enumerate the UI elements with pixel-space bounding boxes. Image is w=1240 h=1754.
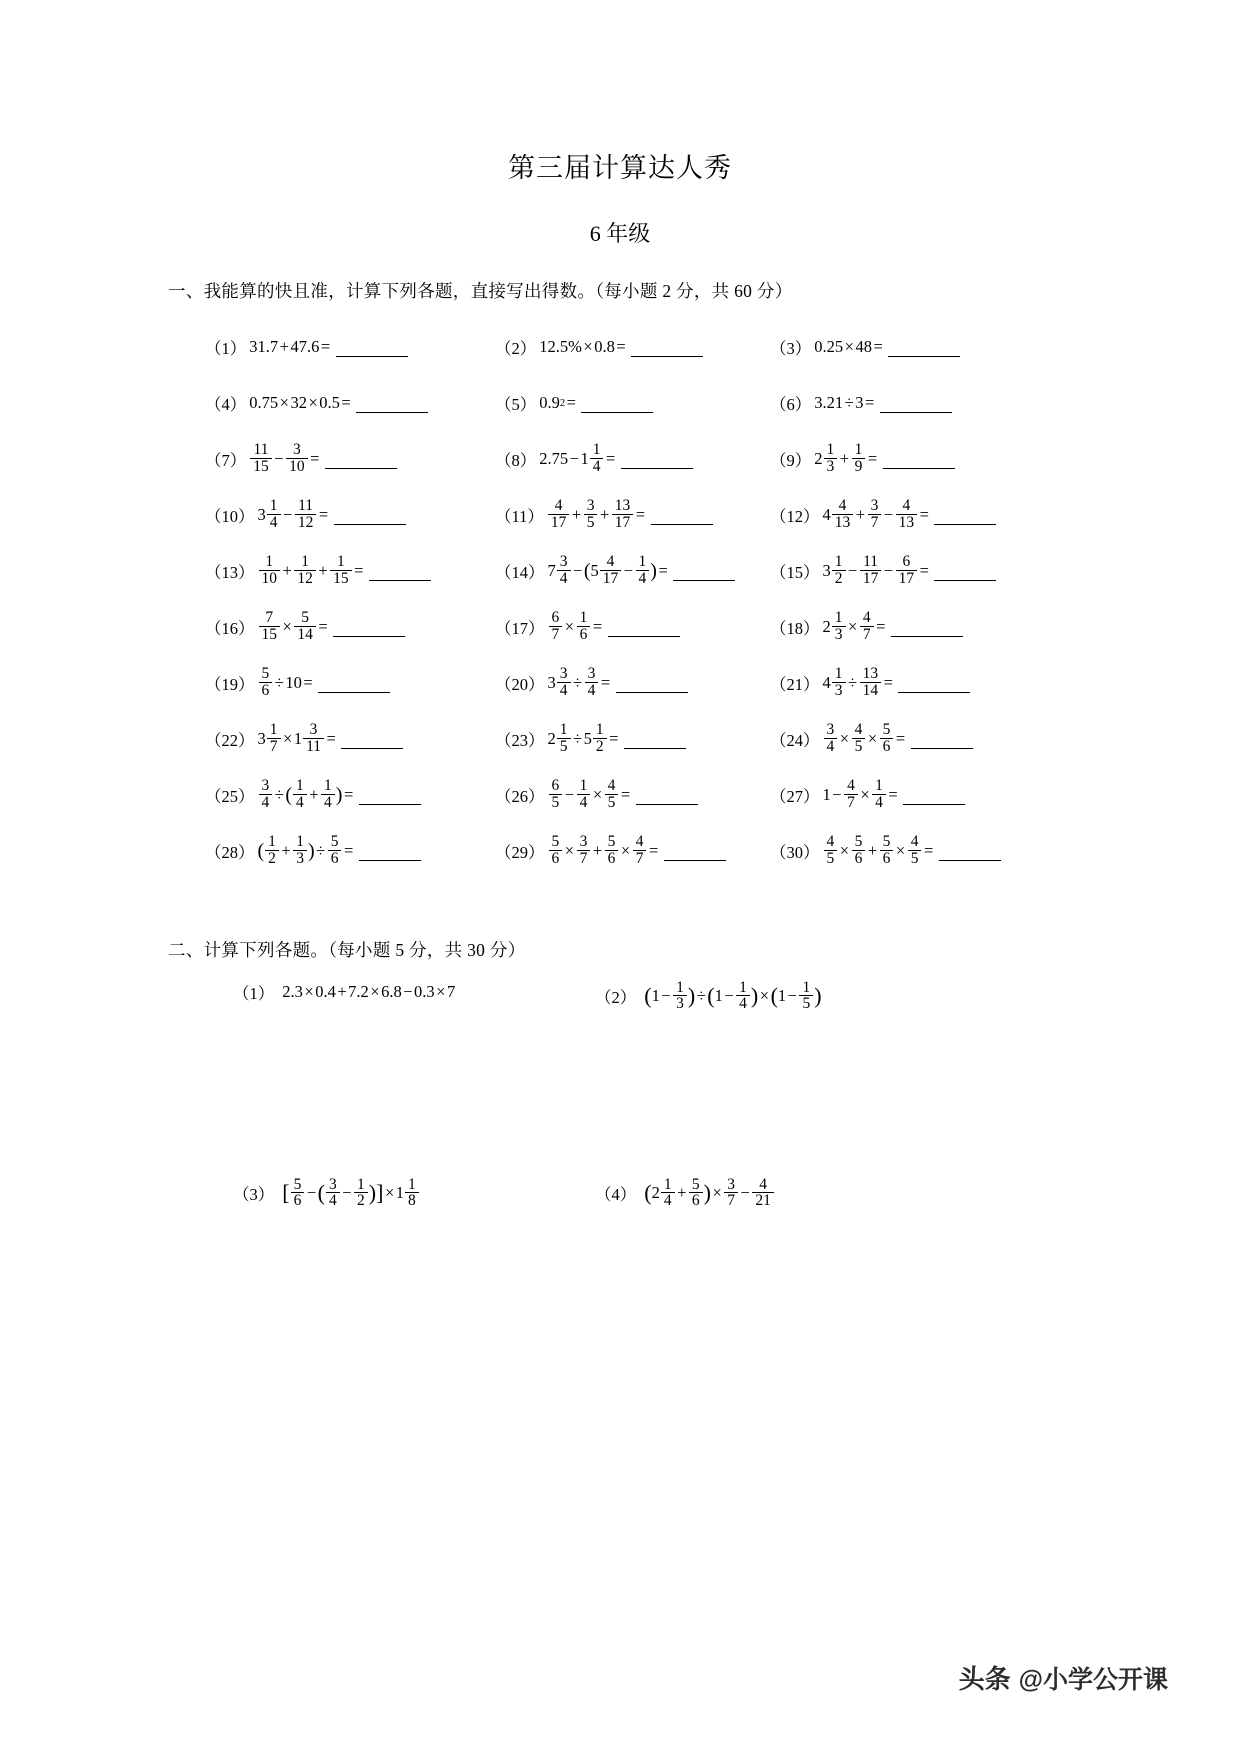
- problem-number: （3）: [233, 1185, 275, 1205]
- answer-blank[interactable]: [883, 468, 955, 469]
- problem-expression: ( $\frac{1}{2}$ + $\frac{1}{3}$ ) ÷ $\frac{5}{6}$ =: [258, 835, 421, 868]
- fraction: $\frac{1}{3}$: [293, 834, 307, 867]
- answer-blank[interactable]: [880, 412, 952, 413]
- problem-s2-4: [595, 1177, 985, 1210]
- problem-s2-2: [595, 980, 985, 1013]
- problem-13: [205, 543, 495, 599]
- section-two-header: 二、计算下列各题。（每小题 5 分，共 30 分）: [168, 940, 526, 960]
- problem-s2-1: [205, 980, 595, 1004]
- problem-19: [205, 655, 495, 711]
- problem-expression: 3 $\frac{1}{4}$ − $\frac{11}{12}$ =: [258, 499, 406, 532]
- answer-blank[interactable]: [651, 524, 713, 525]
- fraction: $\frac{1}{3}$: [832, 666, 846, 699]
- fraction: $\frac{1}{15}$: [330, 554, 352, 587]
- problem-10: [205, 487, 495, 543]
- answer-blank[interactable]: [336, 356, 408, 357]
- fraction: $\frac{1}{2}$: [354, 1177, 368, 1210]
- section-one-header: 一、我能算的快且准，计算下列各题，直接写出得数。（每小题 2 分，共 60 分）: [168, 281, 793, 301]
- problem-number: （26）: [495, 787, 545, 806]
- problem-number: （15）: [770, 563, 820, 582]
- fraction: $\frac{1}{12}$: [294, 554, 316, 587]
- fraction: $\frac{1}{4}$: [577, 778, 591, 811]
- problem-expression: $\frac{5}{6}$ ÷ 10 =: [258, 667, 391, 700]
- fraction: $\frac{3}{7}$: [577, 834, 591, 867]
- problem-number: （30）: [770, 843, 820, 862]
- fraction: $\frac{4}{17}$: [600, 554, 622, 587]
- fraction: $\frac{5}{6}$: [852, 834, 866, 867]
- fraction: $\frac{1}{4}$: [636, 554, 650, 587]
- watermark: [959, 1659, 1168, 1696]
- problem-number: （18）: [770, 619, 820, 638]
- fraction: $\frac{3}{4}$: [259, 778, 273, 811]
- answer-blank[interactable]: [911, 748, 973, 749]
- problem-expression: $\frac{4}{17}$ + $\frac{3}{5}$ + $\frac{13}{17}$ =: [547, 499, 713, 532]
- problem-number: （20）: [495, 675, 545, 694]
- problem-number: （8）: [495, 451, 537, 470]
- fraction: $\frac{3}{4}$: [557, 666, 571, 699]
- problem-expression: 7 $\frac{3}{4}$ − ( 5 $\frac{4}{17}$ − $\frac{1}{4}$ ) =: [548, 555, 736, 588]
- problem-20: [495, 655, 770, 711]
- problem-14: [495, 543, 770, 599]
- fraction: $\frac{1}{5}$: [799, 980, 813, 1013]
- answer-blank[interactable]: [939, 860, 1001, 861]
- problem-7: [205, 431, 495, 487]
- answer-blank[interactable]: [334, 524, 406, 525]
- fraction: $\frac{13}{14}$: [860, 666, 882, 699]
- fraction: $\frac{5}{14}$: [294, 610, 316, 643]
- fraction: $\frac{5}{6}$: [328, 834, 342, 867]
- problem-8: [495, 431, 770, 487]
- problem-12: [770, 487, 1065, 543]
- answer-blank[interactable]: [333, 636, 405, 637]
- problem-16: [205, 599, 495, 655]
- problem-expression: 3.21 ÷ 3 =: [814, 393, 952, 413]
- problem-number: （22）: [205, 731, 255, 750]
- fraction: $\frac{3}{4}$: [585, 666, 599, 699]
- fraction: $\frac{4}{7}$: [633, 834, 647, 867]
- problem-number: （28）: [205, 843, 255, 862]
- problem-21: [770, 655, 1065, 711]
- fraction: $\frac{4}{5}$: [908, 834, 922, 867]
- watermark-handle: @小学公开课: [1018, 1666, 1168, 1694]
- fraction: $\frac{1}{4}$: [736, 980, 750, 1013]
- fraction: $\frac{11}{17}$: [860, 554, 882, 587]
- problem-29: [495, 823, 770, 879]
- fraction: $\frac{3}{4}$: [557, 554, 571, 587]
- section-two-problems: [0, 962, 1240, 1297]
- fraction: $\frac{1}{2}$: [265, 834, 279, 867]
- grade-subtitle: 6 年级: [589, 221, 651, 246]
- answer-blank[interactable]: [636, 804, 698, 805]
- problem-number: （29）: [495, 843, 545, 862]
- problem-expression: 0.9 2 =: [539, 393, 653, 413]
- answer-blank[interactable]: [369, 580, 431, 581]
- fraction: $\frac{1}{4}$: [321, 778, 335, 811]
- fraction: $\frac{1}{2}$: [593, 722, 607, 755]
- answer-blank[interactable]: [359, 804, 421, 805]
- fraction: $\frac{3}{11}$: [303, 722, 324, 755]
- problem-17: [495, 599, 770, 655]
- problem-expression: 2 $\frac{1}{3}$ + $\frac{1}{9}$ =: [814, 443, 954, 476]
- problem-expression: $\frac{6}{5}$ − $\frac{1}{4}$ × $\frac{4}{5}$ =: [548, 779, 698, 812]
- problem-26: [495, 767, 770, 823]
- problem-expression: $\frac{11}{15}$ − $\frac{3}{10}$ =: [249, 443, 397, 476]
- problem-number: （3）: [770, 339, 812, 358]
- problem-s2-3: [205, 1177, 595, 1210]
- fraction: $\frac{1}{7}$: [267, 722, 281, 755]
- problem-number: （14）: [495, 563, 545, 582]
- answer-blank[interactable]: [903, 804, 965, 805]
- fraction: $\frac{1}{4}$: [293, 778, 307, 811]
- answer-blank[interactable]: [318, 692, 390, 693]
- fraction: $\frac{1}{10}$: [259, 554, 281, 587]
- problem-18: [770, 599, 1065, 655]
- fraction: $\frac{5}{6}$: [880, 834, 894, 867]
- fraction: $\frac{5}{6}$: [689, 1177, 703, 1210]
- problem-number: （11）: [495, 507, 544, 526]
- problem-9: [770, 431, 1065, 487]
- fraction: $\frac{1}{4}$: [267, 498, 281, 531]
- fraction: $\frac{1}{5}$: [557, 722, 571, 755]
- fraction: $\frac{4}{5}$: [605, 778, 619, 811]
- problem-expression: 0.25 × 48 =: [814, 337, 960, 357]
- problem-number: （5）: [495, 395, 537, 414]
- fraction: $\frac{1}{4}$: [872, 778, 886, 811]
- fraction: $\frac{6}{5}$: [549, 778, 563, 811]
- problem-number: （6）: [770, 395, 812, 414]
- problem-22: [205, 711, 495, 767]
- answer-blank[interactable]: [934, 524, 996, 525]
- fraction: $\frac{1}{4}$: [661, 1177, 675, 1210]
- fraction: $\frac{13}{17}$: [612, 498, 634, 531]
- answer-blank[interactable]: [341, 748, 403, 749]
- fraction: $\frac{3}{7}$: [724, 1177, 738, 1210]
- problem-3: [770, 319, 1065, 375]
- problem-number: （25）: [205, 787, 255, 806]
- fraction: $\frac{4}{7}$: [860, 610, 874, 643]
- problem-expression: 1 − $\frac{4}{7}$ × $\frac{1}{4}$ =: [823, 779, 966, 812]
- fraction: $\frac{4}{13}$: [896, 498, 918, 531]
- problem-1: [205, 319, 495, 375]
- answer-blank[interactable]: [621, 468, 693, 469]
- problem-expression: 2 $\frac{1}{3}$ × $\frac{4}{7}$ =: [823, 611, 963, 644]
- answer-blank[interactable]: [624, 748, 686, 749]
- problem-expression: 4 $\frac{1}{3}$ ÷ $\frac{13}{14}$ =: [823, 667, 971, 700]
- problem-expression: $\frac{3}{4}$ ÷ ( $\frac{1}{4}$ + $\frac{1}{4}$ ) =: [258, 779, 421, 812]
- problem-expression: $\frac{7}{15}$ × $\frac{5}{14}$ =: [258, 611, 406, 644]
- fraction: $\frac{1}{2}$: [832, 554, 846, 587]
- problem-expression: 2 $\frac{1}{5}$ ÷ 5 $\frac{1}{2}$ =: [548, 723, 686, 756]
- fraction: $\frac{1}{3}$: [832, 610, 846, 643]
- fraction: $\frac{4}{7}$: [844, 778, 858, 811]
- problem-number: （12）: [770, 507, 820, 526]
- problem-expression: $\frac{5}{6}$ × $\frac{3}{7}$ + $\frac{5}{6}$ × $\frac{4}{7}$ =: [548, 835, 726, 868]
- fraction: $\frac{3}{4}$: [824, 722, 838, 755]
- section-one-problem-grid: [0, 303, 1240, 879]
- fraction: $\frac{5}{6}$: [880, 722, 894, 755]
- answer-blank[interactable]: [673, 580, 735, 581]
- problem-24: [770, 711, 1065, 767]
- watermark-brand: 头条: [958, 1664, 1011, 1694]
- problem-number: （2）: [495, 339, 537, 358]
- problem-expression: $\frac{4}{5}$ × $\frac{5}{6}$ + $\frac{5}{6}$ × $\frac{4}{5}$ =: [823, 835, 1001, 868]
- problem-number: （17）: [495, 619, 545, 638]
- answer-blank[interactable]: [616, 692, 688, 693]
- problem-5: [495, 375, 770, 431]
- answer-blank[interactable]: [359, 860, 421, 861]
- problem-15: [770, 543, 1065, 599]
- answer-blank[interactable]: [664, 860, 726, 861]
- problem-2: [495, 319, 770, 375]
- problem-number: （19）: [205, 675, 255, 694]
- problem-number: （7）: [205, 451, 247, 470]
- fraction: $\frac{5}{6}$: [549, 834, 563, 867]
- problem-number: （1）: [233, 984, 275, 1003]
- fraction: $\frac{4}{5}$: [824, 834, 838, 867]
- fraction: $\frac{3}{10}$: [286, 442, 308, 475]
- problem-expression: [ $\frac{5}{6}$ − ( $\frac{3}{4}$ − $\frac{1}{2}$ ) ] × 1 $\frac{1}{8}$: [282, 1177, 420, 1210]
- problem-expression: 3 $\frac{1}{7}$ × 1 $\frac{3}{11}$ =: [258, 723, 404, 756]
- problem-number: （27）: [770, 787, 820, 806]
- problem-28: [205, 823, 495, 879]
- problem-11: [495, 487, 770, 543]
- problem-expression: 12.5% × 0.8 =: [539, 337, 703, 357]
- problem-number: （10）: [205, 507, 255, 526]
- fraction: $\frac{1}{3}$: [824, 442, 838, 475]
- answer-blank[interactable]: [888, 356, 960, 357]
- problem-number: （13）: [205, 563, 255, 582]
- fraction: $\frac{4}{21}$: [752, 1177, 774, 1210]
- fraction: $\frac{4}{5}$: [852, 722, 866, 755]
- fraction: $\frac{1}{6}$: [577, 610, 591, 643]
- problem-expression: $\frac{6}{7}$ × $\frac{1}{6}$ =: [548, 611, 680, 644]
- problem-expression: 0.75 × 32 × 0.5 =: [249, 393, 428, 413]
- answer-blank[interactable]: [325, 468, 397, 469]
- problem-expression: 2.3 × 0.4 + 7.2 × 6.8 − 0.3 × 7: [282, 982, 456, 1001]
- page-title: 第三届计算达人秀: [508, 153, 732, 183]
- problem-number: （23）: [495, 731, 545, 750]
- problem-expression: $\frac{3}{4}$ × $\frac{4}{5}$ × $\frac{5}{6}$ =: [823, 723, 973, 756]
- section-two-row-1: [205, 962, 1240, 1177]
- fraction: $\frac{5}{6}$: [259, 666, 273, 699]
- problem-4: [205, 375, 495, 431]
- problem-number: （24）: [770, 731, 820, 750]
- problem-23: [495, 711, 770, 767]
- problem-number: （4）: [205, 395, 247, 414]
- problem-27: [770, 767, 1065, 823]
- fraction: $\frac{1}{3}$: [673, 980, 687, 1013]
- problem-25: [205, 767, 495, 823]
- fraction: $\frac{1}{4}$: [590, 442, 604, 475]
- fraction: $\frac{1}{9}$: [852, 442, 866, 475]
- problem-number: （2）: [595, 988, 637, 1008]
- answer-blank[interactable]: [608, 636, 680, 637]
- fraction: $\frac{4}{13}$: [832, 498, 854, 531]
- problem-expression: 3 $\frac{1}{2}$ − $\frac{11}{17}$ − $\frac{6}{17}$ =: [823, 555, 997, 588]
- problem-number: （9）: [770, 451, 812, 470]
- answer-blank[interactable]: [898, 692, 970, 693]
- fraction: $\frac{5}{6}$: [605, 834, 619, 867]
- fraction: $\frac{6}{7}$: [549, 610, 563, 643]
- problem-number: （16）: [205, 619, 255, 638]
- answer-blank[interactable]: [934, 580, 996, 581]
- answer-blank[interactable]: [631, 356, 703, 357]
- problem-number: （21）: [770, 675, 820, 694]
- fraction: $\frac{11}{15}$: [250, 442, 272, 475]
- problem-number: （1）: [205, 339, 247, 358]
- fraction: $\frac{6}{17}$: [896, 554, 918, 587]
- problem-expression: 4 $\frac{4}{13}$ + $\frac{3}{7}$ − $\frac{4}{13}$ =: [823, 499, 997, 532]
- problem-6: [770, 375, 1065, 431]
- problem-expression: $\frac{1}{10}$ + $\frac{1}{12}$ + $\frac{1}{15}$ =: [258, 555, 431, 588]
- answer-blank[interactable]: [356, 412, 428, 413]
- problem-expression: ( 1 − $\frac{1}{3}$ ) ÷ ( 1 − $\frac{1}{4}$ ) × ( 1 − $\frac{1}{5}$ ): [644, 978, 822, 1013]
- answer-blank[interactable]: [581, 412, 653, 413]
- answer-blank[interactable]: [891, 636, 963, 637]
- problem-expression: 3 $\frac{3}{4}$ ÷ $\frac{3}{4}$ =: [548, 667, 688, 700]
- fraction: $\frac{7}{15}$: [259, 610, 281, 643]
- problem-expression: 2.75 − 1 $\frac{1}{4}$ =: [539, 443, 693, 476]
- problem-number: （4）: [595, 1185, 637, 1205]
- problem-expression: ( 2 $\frac{1}{4}$ + $\frac{5}{6}$ ) × $\frac{3}{7}$ − $\frac{4}{21}$: [644, 1177, 775, 1210]
- fraction: $\frac{3}{5}$: [584, 498, 598, 531]
- fraction: $\frac{3}{7}$: [868, 498, 882, 531]
- fraction: $\frac{5}{6}$: [291, 1177, 305, 1210]
- fraction: $\frac{11}{12}$: [295, 498, 317, 531]
- fraction: $\frac{3}{4}$: [326, 1177, 340, 1210]
- fraction: $\frac{4}{17}$: [548, 498, 570, 531]
- section-two-row-2: [205, 1177, 1240, 1297]
- problem-expression: 31.7 + 47.6 =: [249, 337, 407, 357]
- fraction: $\frac{1}{8}$: [405, 1177, 419, 1210]
- problem-30: [770, 823, 1065, 879]
